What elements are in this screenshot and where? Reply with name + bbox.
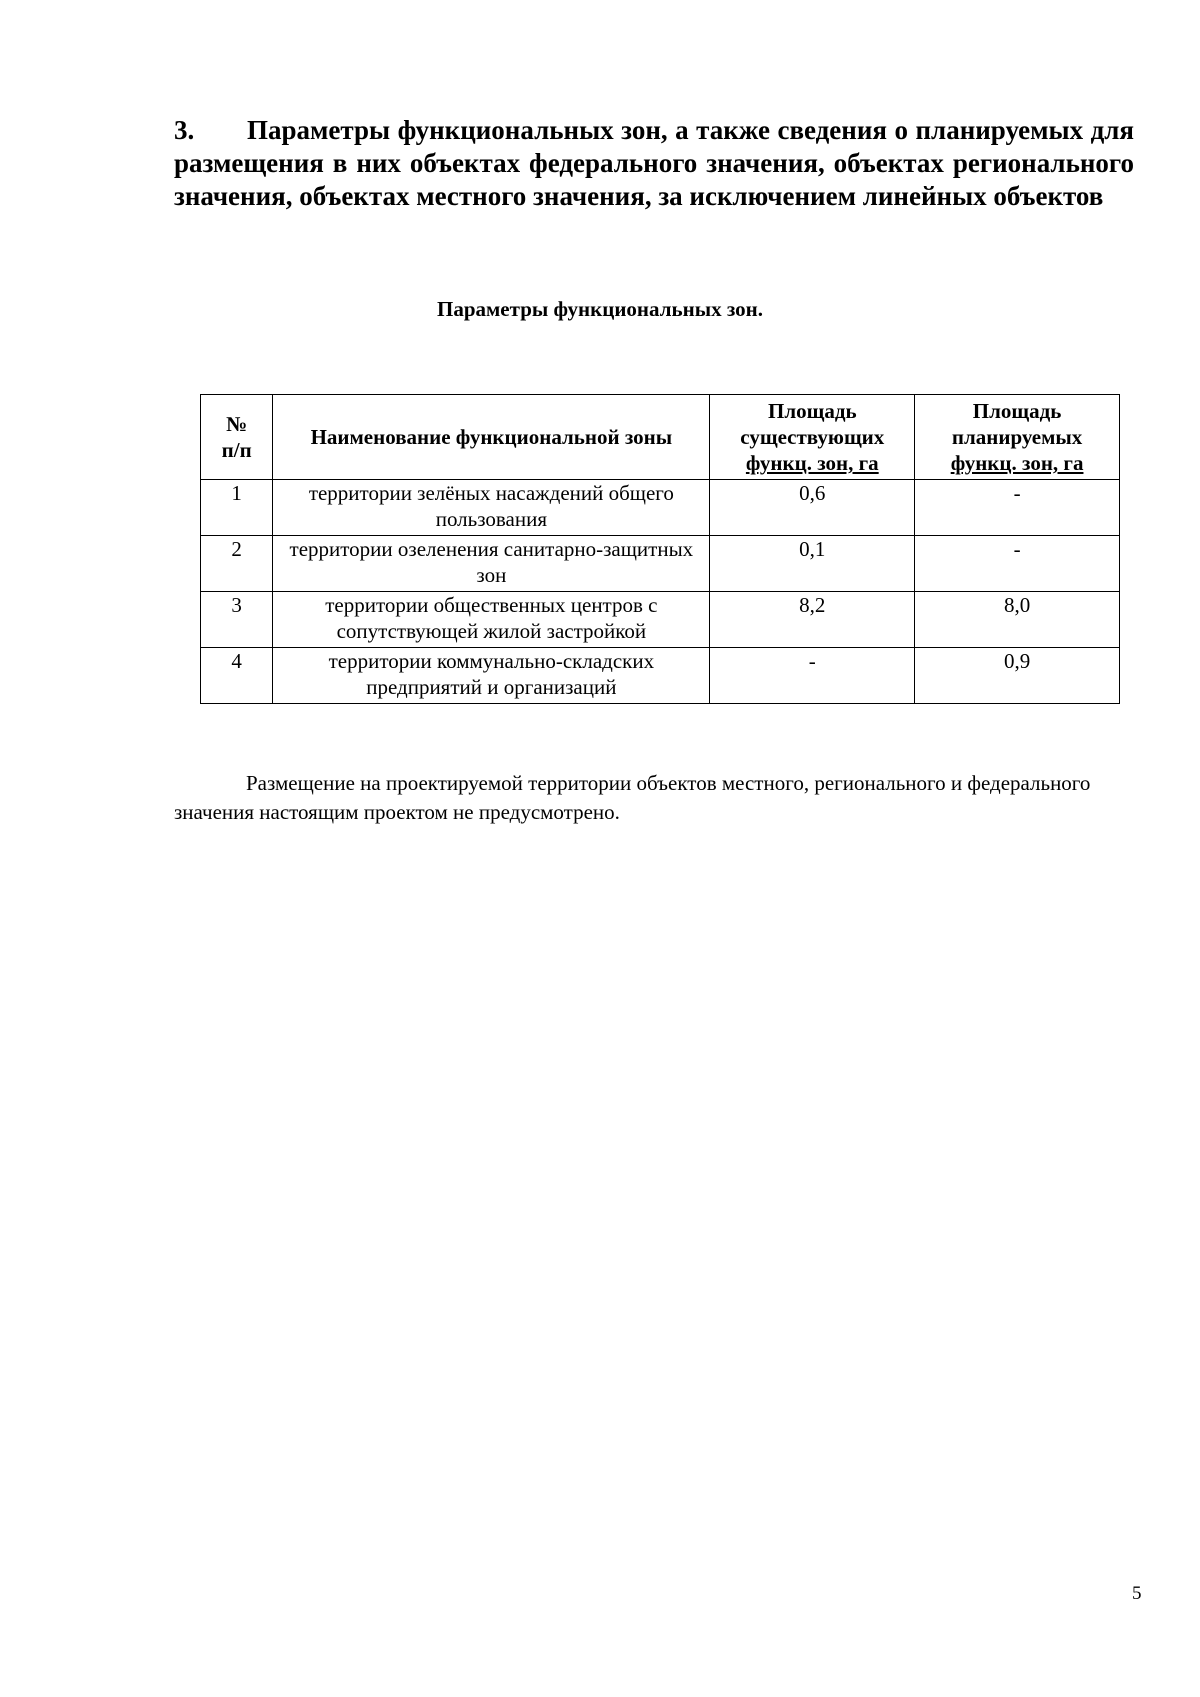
row-existing-area: 0,1 xyxy=(710,536,915,592)
row-number: 1 xyxy=(201,480,273,536)
header-existing-line2: существующих xyxy=(740,425,885,449)
row-planned-area: - xyxy=(915,480,1120,536)
table-row xyxy=(201,480,1120,536)
zones-table xyxy=(200,394,1120,704)
body-paragraph: Размещение на проектируемой территории объектов местного, регионального и федерального значения настоящим проектом не предусмотрено. xyxy=(174,771,1091,824)
section-heading xyxy=(174,114,1134,213)
table-row xyxy=(201,536,1120,592)
header-number-line2: п/п xyxy=(221,438,252,462)
header-planned-line1: Площадь xyxy=(972,399,1062,423)
row-zone-name: территории зелёных насаждений общего пользования xyxy=(273,480,710,536)
header-planned-area xyxy=(915,395,1120,480)
row-zone-name: территории озеленения санитарно-защитных зон xyxy=(273,536,710,592)
page-number: 5 xyxy=(1132,1583,1142,1604)
row-zone-name: территории коммунально-складских предприятий и организаций xyxy=(273,648,710,704)
row-number: 2 xyxy=(201,536,273,592)
header-planned-line3: функц. зон, га xyxy=(950,451,1084,475)
row-planned-area: 8,0 xyxy=(915,592,1120,648)
row-planned-area: - xyxy=(915,536,1120,592)
row-planned-area: 0,9 xyxy=(915,648,1120,704)
header-number-line1: № xyxy=(226,412,248,436)
table-row xyxy=(201,648,1120,704)
row-existing-area: - xyxy=(710,648,915,704)
row-existing-area: 8,2 xyxy=(710,592,915,648)
header-existing-area xyxy=(710,395,915,480)
header-existing-line1: Площадь xyxy=(768,399,857,423)
row-zone-name: территории общественных центров с сопутствующей жилой застройкой xyxy=(273,592,710,648)
table-row xyxy=(201,592,1120,648)
table-caption: Параметры функциональных зон. xyxy=(436,297,764,321)
row-number: 3 xyxy=(201,592,273,648)
header-zone-name: Наименование функциональной зоны xyxy=(273,395,710,480)
header-number xyxy=(201,395,273,480)
section-number: 3. xyxy=(174,115,195,145)
row-existing-area: 0,6 xyxy=(710,480,915,536)
header-planned-line2: планируемых xyxy=(951,425,1083,449)
header-existing-line3: функц. зон, га xyxy=(745,451,879,475)
table-header-row xyxy=(201,395,1120,480)
section-title: Параметры функциональных зон, а также сведения о планируемых для размещения в них объектах федерального значения, объектах регионального значения, объектах местного значения, за исключением линейных объектов xyxy=(174,115,1134,211)
row-number: 4 xyxy=(201,648,273,704)
